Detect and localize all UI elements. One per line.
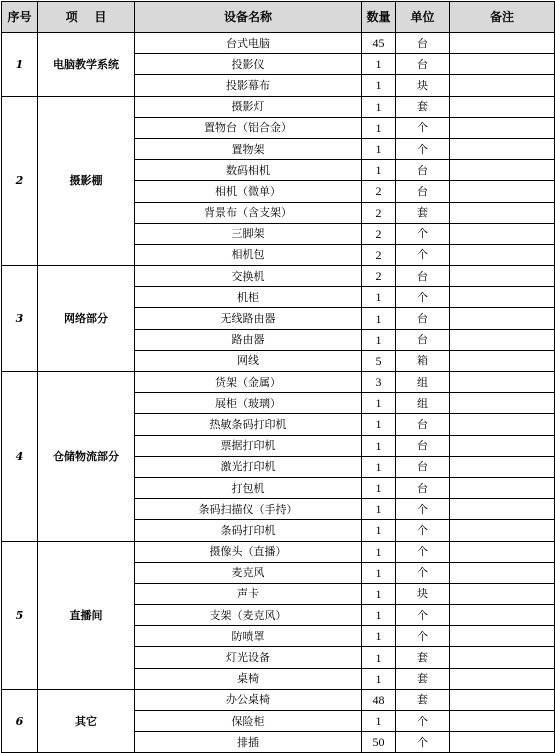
item-unit: 台	[396, 435, 450, 456]
item-remarks	[450, 520, 555, 541]
item-name: 麦克风	[135, 562, 362, 583]
table-row	[2, 689, 555, 710]
item-quantity: 50	[362, 732, 396, 753]
item-name: 网线	[135, 350, 362, 371]
item-unit: 台	[396, 160, 450, 181]
item-unit: 套	[396, 202, 450, 223]
item-name: 置物架	[135, 138, 362, 159]
item-name: 保险柜	[135, 711, 362, 732]
group-number: 5	[2, 541, 38, 689]
item-unit: 套	[396, 647, 450, 668]
item-remarks	[450, 244, 555, 265]
item-remarks	[450, 541, 555, 562]
item-remarks	[450, 605, 555, 626]
item-unit: 台	[396, 329, 450, 350]
item-quantity: 1	[362, 96, 396, 117]
table-row	[2, 541, 555, 562]
header-no: 序号	[2, 2, 38, 33]
item-remarks	[450, 181, 555, 202]
item-quantity: 1	[362, 456, 396, 477]
item-quantity: 2	[362, 202, 396, 223]
item-remarks	[450, 456, 555, 477]
item-remarks	[450, 202, 555, 223]
group-number: 4	[2, 372, 38, 542]
item-name: 机柜	[135, 287, 362, 308]
group-number: 1	[2, 33, 38, 97]
item-unit: 套	[396, 96, 450, 117]
item-name: 声卡	[135, 583, 362, 604]
item-unit: 块	[396, 583, 450, 604]
item-remarks	[450, 33, 555, 54]
item-remarks	[450, 96, 555, 117]
item-name: 投影仪	[135, 54, 362, 75]
item-quantity: 1	[362, 711, 396, 732]
item-quantity: 3	[362, 372, 396, 393]
item-name: 相机（微单）	[135, 181, 362, 202]
item-name: 相机包	[135, 244, 362, 265]
item-name: 置物台（铝合金）	[135, 117, 362, 138]
item-quantity: 1	[362, 605, 396, 626]
item-name: 票据打印机	[135, 435, 362, 456]
header-quantity: 数量	[362, 2, 396, 33]
item-quantity: 2	[362, 244, 396, 265]
item-unit: 个	[396, 605, 450, 626]
item-quantity: 1	[362, 329, 396, 350]
item-unit: 组	[396, 393, 450, 414]
group-number: 6	[2, 689, 38, 753]
header-remarks: 备注	[450, 2, 555, 33]
item-unit: 个	[396, 732, 450, 753]
item-unit: 个	[396, 244, 450, 265]
item-name: 支架（麦克风）	[135, 605, 362, 626]
item-unit: 个	[396, 541, 450, 562]
item-remarks	[450, 117, 555, 138]
item-quantity: 1	[362, 541, 396, 562]
item-remarks	[450, 266, 555, 287]
header-equipment-name: 设备名称	[135, 2, 362, 33]
item-unit: 台	[396, 414, 450, 435]
item-unit: 台	[396, 308, 450, 329]
item-name: 防喷罩	[135, 626, 362, 647]
item-quantity: 1	[362, 435, 396, 456]
item-name: 展柜（玻璃）	[135, 393, 362, 414]
item-remarks	[450, 583, 555, 604]
item-quantity: 1	[362, 668, 396, 689]
item-name: 条码打印机	[135, 520, 362, 541]
group-number: 2	[2, 96, 38, 266]
item-quantity: 1	[362, 499, 396, 520]
header-unit: 单位	[396, 2, 450, 33]
item-remarks	[450, 350, 555, 371]
item-quantity: 1	[362, 626, 396, 647]
item-quantity: 2	[362, 266, 396, 287]
item-remarks	[450, 732, 555, 753]
item-name: 交换机	[135, 266, 362, 287]
item-quantity: 1	[362, 308, 396, 329]
item-remarks	[450, 647, 555, 668]
group-name: 直播间	[38, 541, 135, 689]
item-unit: 台	[396, 477, 450, 498]
item-quantity: 2	[362, 223, 396, 244]
item-unit: 个	[396, 287, 450, 308]
item-name: 数码相机	[135, 160, 362, 181]
table-row	[2, 372, 555, 393]
item-remarks	[450, 138, 555, 159]
item-unit: 个	[396, 520, 450, 541]
item-name: 激光打印机	[135, 456, 362, 477]
item-remarks	[450, 393, 555, 414]
item-quantity: 48	[362, 689, 396, 710]
item-remarks	[450, 477, 555, 498]
item-unit: 套	[396, 689, 450, 710]
item-quantity: 1	[362, 583, 396, 604]
item-unit: 套	[396, 668, 450, 689]
table-body	[2, 33, 555, 753]
group-name: 网络部分	[38, 266, 135, 372]
item-quantity: 1	[362, 75, 396, 96]
item-quantity: 1	[362, 117, 396, 138]
item-quantity: 1	[362, 160, 396, 181]
item-quantity: 2	[362, 181, 396, 202]
item-unit: 箱	[396, 350, 450, 371]
item-name: 办公桌椅	[135, 689, 362, 710]
item-unit: 个	[396, 499, 450, 520]
item-remarks	[450, 372, 555, 393]
item-name: 路由器	[135, 329, 362, 350]
item-unit: 个	[396, 138, 450, 159]
group-name: 其它	[38, 689, 135, 753]
item-remarks	[450, 223, 555, 244]
item-remarks	[450, 668, 555, 689]
group-name: 仓储物流部分	[38, 372, 135, 542]
item-unit: 个	[396, 223, 450, 244]
item-name: 台式电脑	[135, 33, 362, 54]
item-name: 无线路由器	[135, 308, 362, 329]
item-name: 三脚架	[135, 223, 362, 244]
item-remarks	[450, 329, 555, 350]
item-unit: 台	[396, 33, 450, 54]
item-unit: 个	[396, 711, 450, 732]
item-remarks	[450, 626, 555, 647]
item-unit: 块	[396, 75, 450, 96]
table-row	[2, 33, 555, 54]
item-quantity: 1	[362, 647, 396, 668]
item-quantity: 1	[362, 414, 396, 435]
item-unit: 台	[396, 54, 450, 75]
item-remarks	[450, 711, 555, 732]
item-remarks	[450, 435, 555, 456]
header-row	[2, 2, 555, 33]
item-name: 灯光设备	[135, 647, 362, 668]
item-name: 背景布（含支架）	[135, 202, 362, 223]
item-name: 排插	[135, 732, 362, 753]
item-unit: 组	[396, 372, 450, 393]
item-name: 打包机	[135, 477, 362, 498]
table-row	[2, 96, 555, 117]
header-project: 项 目	[38, 2, 135, 33]
item-quantity: 1	[362, 562, 396, 583]
item-unit: 台	[396, 456, 450, 477]
item-quantity: 45	[362, 33, 396, 54]
item-unit: 个	[396, 562, 450, 583]
item-unit: 台	[396, 266, 450, 287]
item-quantity: 1	[362, 54, 396, 75]
item-name: 摄像头（直播）	[135, 541, 362, 562]
item-quantity: 1	[362, 287, 396, 308]
group-name: 电脑教学系统	[38, 33, 135, 97]
item-remarks	[450, 499, 555, 520]
item-remarks	[450, 160, 555, 181]
item-unit: 个	[396, 626, 450, 647]
item-quantity: 1	[362, 520, 396, 541]
equipment-table	[1, 1, 555, 753]
item-quantity: 5	[362, 350, 396, 371]
table-row	[2, 266, 555, 287]
item-unit: 个	[396, 117, 450, 138]
item-remarks	[450, 54, 555, 75]
item-unit: 台	[396, 181, 450, 202]
item-quantity: 1	[362, 138, 396, 159]
item-remarks	[450, 689, 555, 710]
item-remarks	[450, 287, 555, 308]
item-name: 摄影灯	[135, 96, 362, 117]
item-remarks	[450, 308, 555, 329]
item-name: 货架（金属）	[135, 372, 362, 393]
item-quantity: 1	[362, 393, 396, 414]
group-name: 摄影棚	[38, 96, 135, 266]
item-quantity: 1	[362, 477, 396, 498]
item-name: 桌椅	[135, 668, 362, 689]
item-name: 投影幕布	[135, 75, 362, 96]
item-name: 条码扫描仪（手持）	[135, 499, 362, 520]
group-number: 3	[2, 266, 38, 372]
item-remarks	[450, 414, 555, 435]
item-name: 热敏条码打印机	[135, 414, 362, 435]
item-remarks	[450, 75, 555, 96]
item-remarks	[450, 562, 555, 583]
